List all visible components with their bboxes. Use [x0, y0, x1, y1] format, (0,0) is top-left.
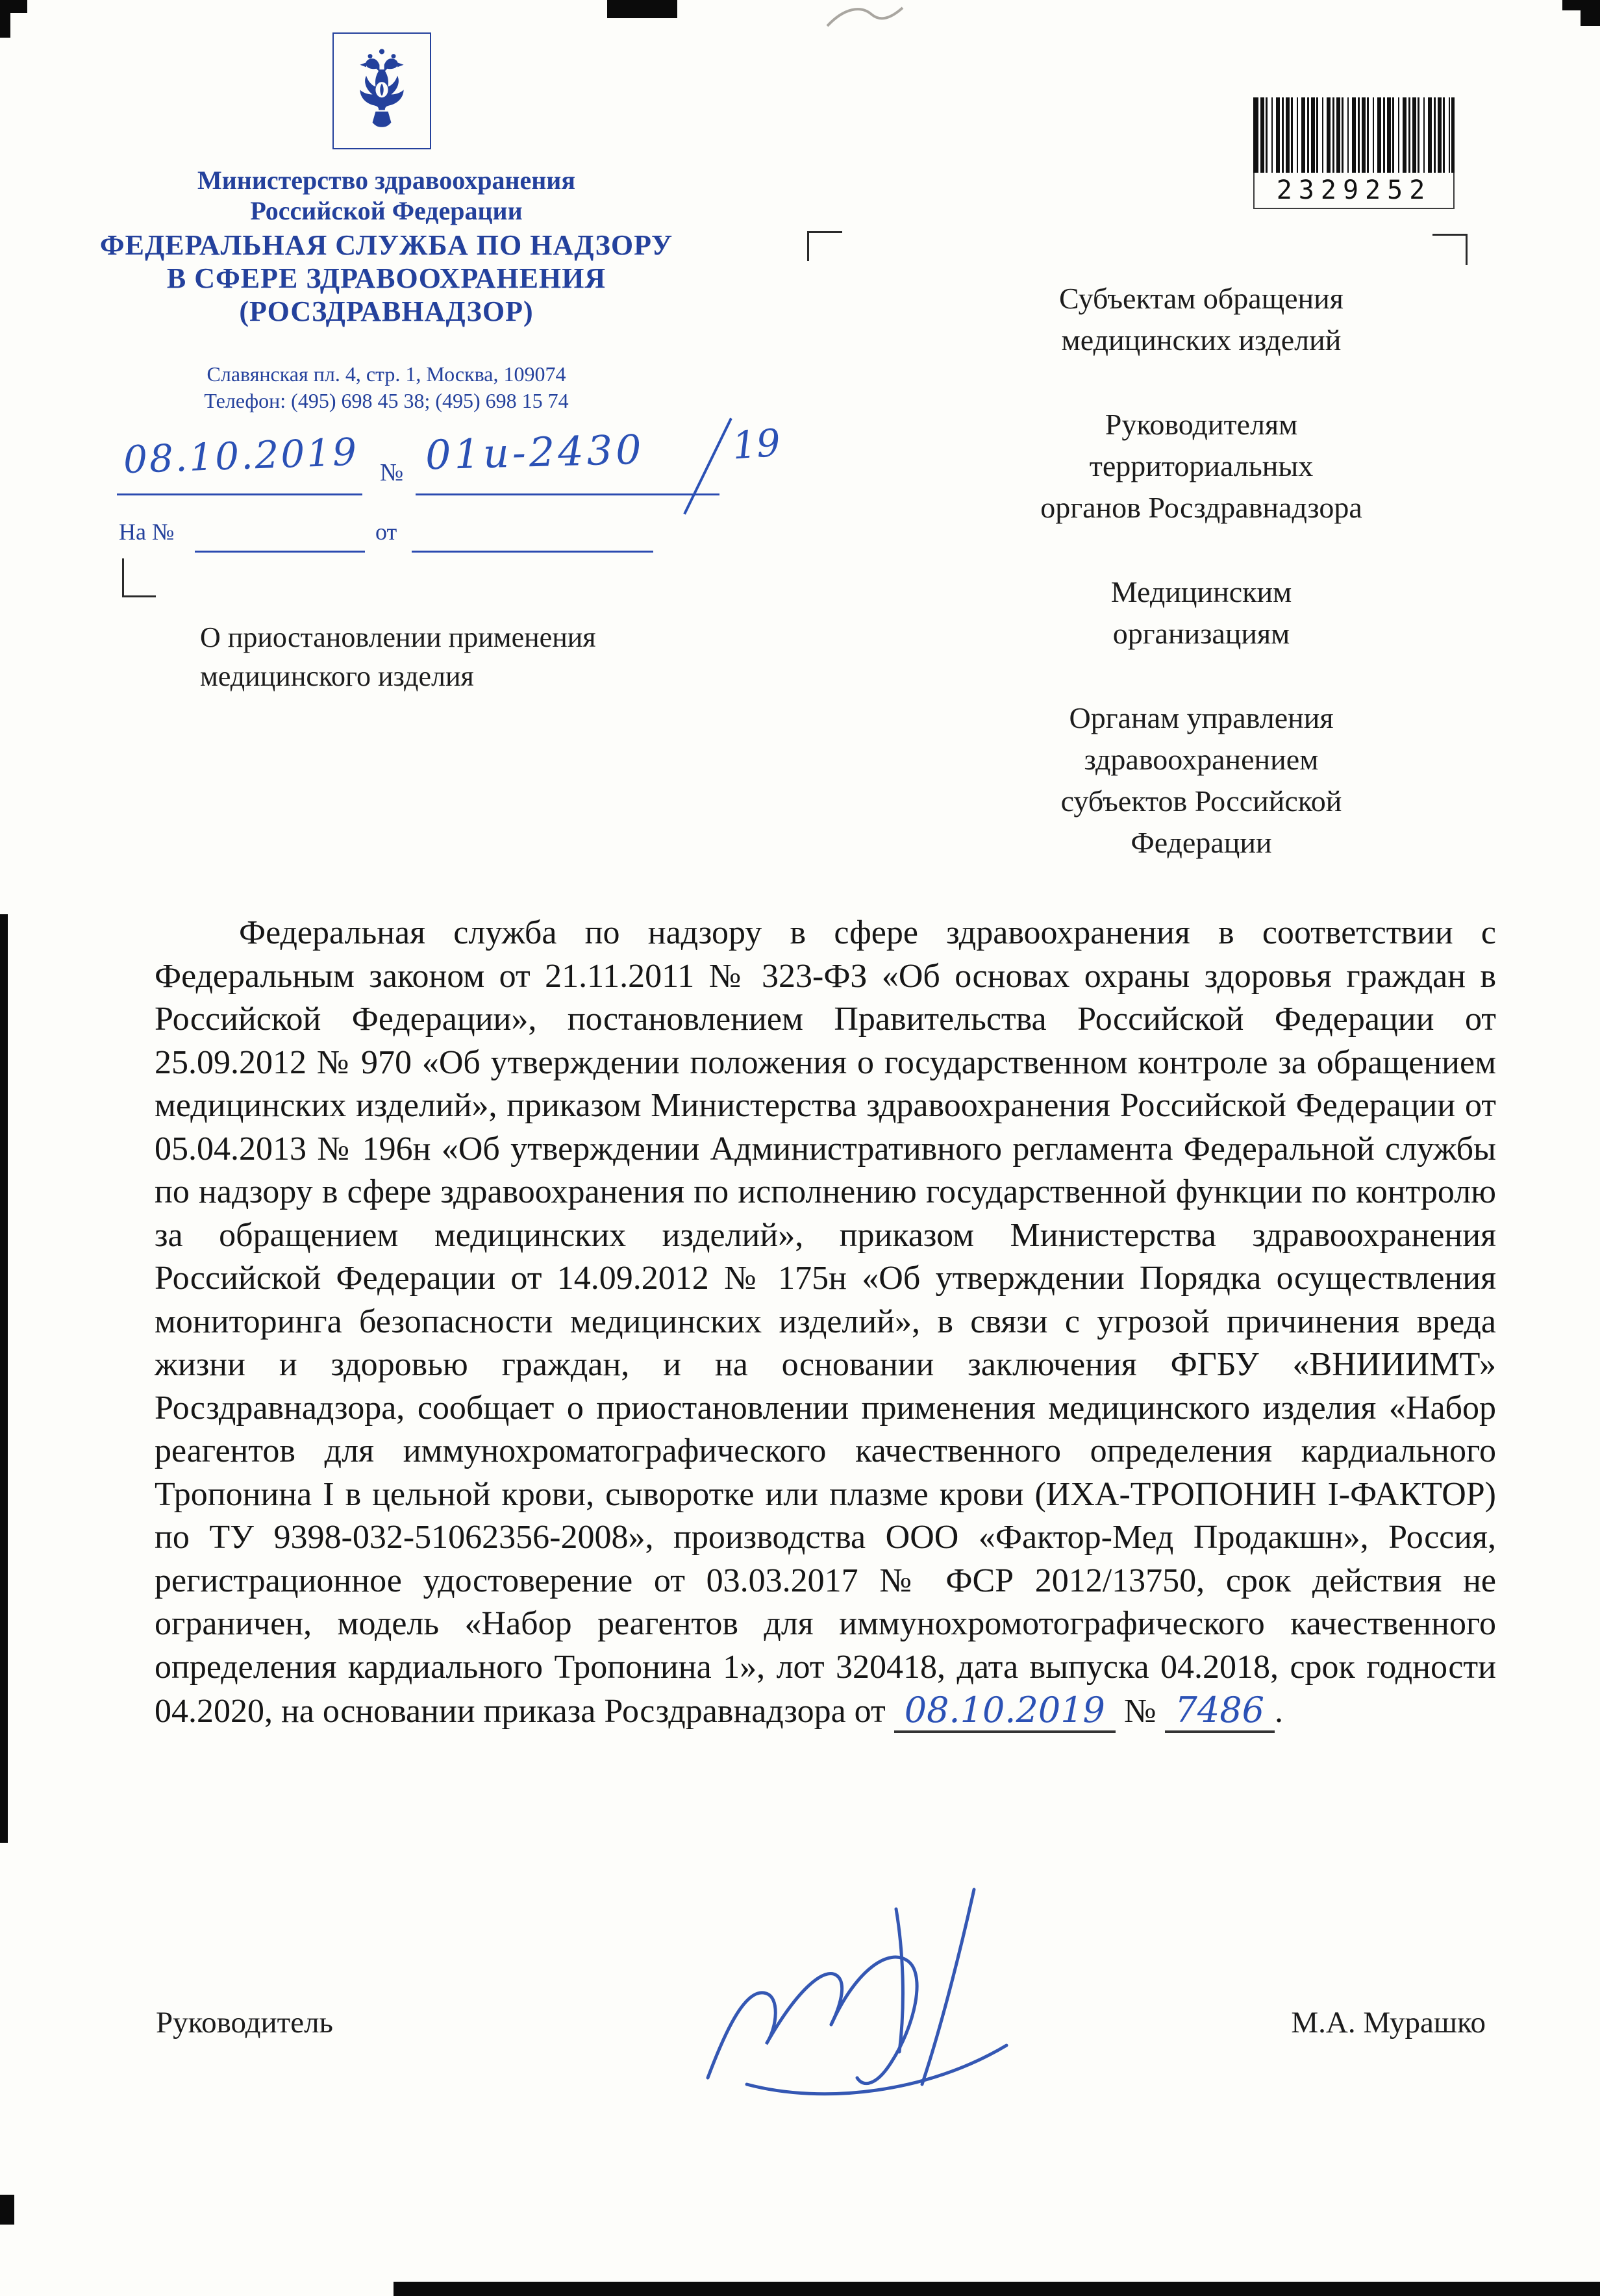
addressee-group [942, 404, 1461, 529]
addressee-line: организациям [1112, 617, 1290, 650]
handwritten-date: 08.10.2019 [122, 429, 360, 482]
addressee-line: субъектов Российской [1060, 784, 1342, 817]
addressee-group [942, 697, 1461, 864]
body-number-sign: № [1123, 1693, 1156, 1730]
addressee-group [942, 571, 1461, 655]
date-rule [117, 493, 362, 495]
ministry-line1: Министерство здравоохранения [197, 166, 575, 195]
signer-name: М.А. Мурашко [1291, 2006, 1486, 2040]
addressee-line: органов Росздравнадзора [1040, 491, 1362, 524]
barcode-number: 2329252 [1253, 173, 1455, 209]
body-paragraph [155, 912, 1496, 1734]
corner-mark-top-right [1432, 234, 1468, 265]
scan-artifact [394, 2282, 1600, 2296]
handwritten-slash [683, 418, 732, 514]
subject-line2: медицинского изделия [200, 660, 474, 692]
addressee-line: Федерации [1131, 826, 1272, 859]
postal-address: Славянская пл. 4, стр. 1, Москва, 109074 [206, 362, 566, 386]
addressee-line: Органам управления [1069, 701, 1334, 734]
handwritten-outgoing-number: 01и-2430 [425, 425, 645, 479]
service-line3: (РОСЗДРАВНАДЗОР) [239, 295, 534, 327]
subject-line [200, 618, 694, 696]
reply-number-rule [195, 551, 365, 553]
addressee-line: здравоохранением [1084, 743, 1319, 776]
signature-ink [669, 1864, 1058, 2110]
handwritten-order-date: 08.10.2019 [894, 1690, 1116, 1733]
ministry-name [110, 165, 662, 226]
addressee-line: медицинских изделий [1061, 323, 1342, 356]
service-line1: ФЕДЕРАЛЬНАЯ СЛУЖБА ПО НАДЗОРУ [99, 229, 673, 261]
reply-to-label: На № [119, 519, 175, 545]
reply-from-label: от [375, 519, 397, 545]
phone-numbers: Телефон: (495) 698 45 38; (495) 698 15 74 [204, 389, 569, 412]
scan-artifact [0, 0, 10, 38]
scan-artifact [1581, 8, 1600, 26]
coat-of-arms-icon [343, 44, 421, 138]
service-line2: В СФЕРЕ ЗДРАВООХРАНЕНИЯ [166, 262, 606, 294]
reply-date-rule [412, 551, 653, 553]
service-name [97, 229, 675, 328]
scan-artifact [607, 0, 677, 18]
ministry-line2: Российской Федерации [250, 196, 523, 225]
number-sign: № [380, 459, 404, 486]
handwritten-number-suffix: 19 [731, 420, 782, 468]
barcode [1253, 97, 1455, 173]
addressee-line: территориальных [1089, 449, 1314, 482]
coat-of-arms-frame [332, 32, 431, 149]
addressee-line: Субъектам обращения [1059, 282, 1344, 315]
body-text: Федеральная служба по надзору в сфере здравоохранения в соответствии с Федеральным законом от 21.11.2011 № 323-ФЗ «Об основах охраны здоровья граждан в Российской Федерации», постановлением Правительства Российской Федерации от 25.09.2012 № 970 «Об утверждении положения о государственном контроле за обращением медицинских изделий», приказом Министерства здравоохранения Российской Федерации от 05.04.2013 № 196н «Об утверждении Административного регламента Федеральной службы по надзору в сфере здравоохранения по исполнению государственной функции по контролю за обращением медицинских изделий», приказом Министерства здравоохранения Российской Федерации от 14.09.2012 № 175н «Об утверждении Порядка осуществления мониторинга безопасности медицинских изделий», в связи с угрозой причинения вреда жизни и здоровью граждан, и на основании заключения ФГБУ «ВНИИИМТ» Росздравнадзора, сообщает о приостановлении применения медицинского изделия «Набор реагентов для иммунохроматографического качественного определения кардиального Тропонина I в цельной крови, сыворотке или плазме крови (ИХА-ТРОПОНИН I-ФАКТОР) по ТУ 9398-032-51062356-2008», производства ООО «Фактор-Мед Продакшн», Россия, регистрационное удостоверение от 03.03.2017 № ФСР 2012/13750, срок действия не ограничен, модель «Набор реагентов для иммунохромотографического качественного определения кардиального Тропонина 1», лот 320418, дата выпуска 04.2018, срок годности 04.2020, на основании приказа Росздравнадзора от [155, 914, 1496, 1730]
scan-artifact [0, 914, 8, 1843]
number-rule [416, 493, 719, 495]
subject-line1: О приостановлении применения [200, 621, 596, 653]
addressee-line: Медицинским [1110, 575, 1292, 608]
body-period: . [1274, 1693, 1283, 1730]
corner-mark-top-left [807, 231, 842, 261]
signer-title: Руководитель [156, 2006, 333, 2040]
letterhead-contacts [110, 361, 662, 414]
scan-artifact [0, 2195, 14, 2225]
addressee-list [942, 278, 1461, 906]
addressee-line: Руководителям [1105, 408, 1298, 441]
handwritten-order-number: 7486 [1165, 1690, 1275, 1733]
corner-mark-bottom-left [122, 558, 156, 597]
addressee-group [942, 278, 1461, 361]
pencil-smudge [823, 1, 908, 36]
